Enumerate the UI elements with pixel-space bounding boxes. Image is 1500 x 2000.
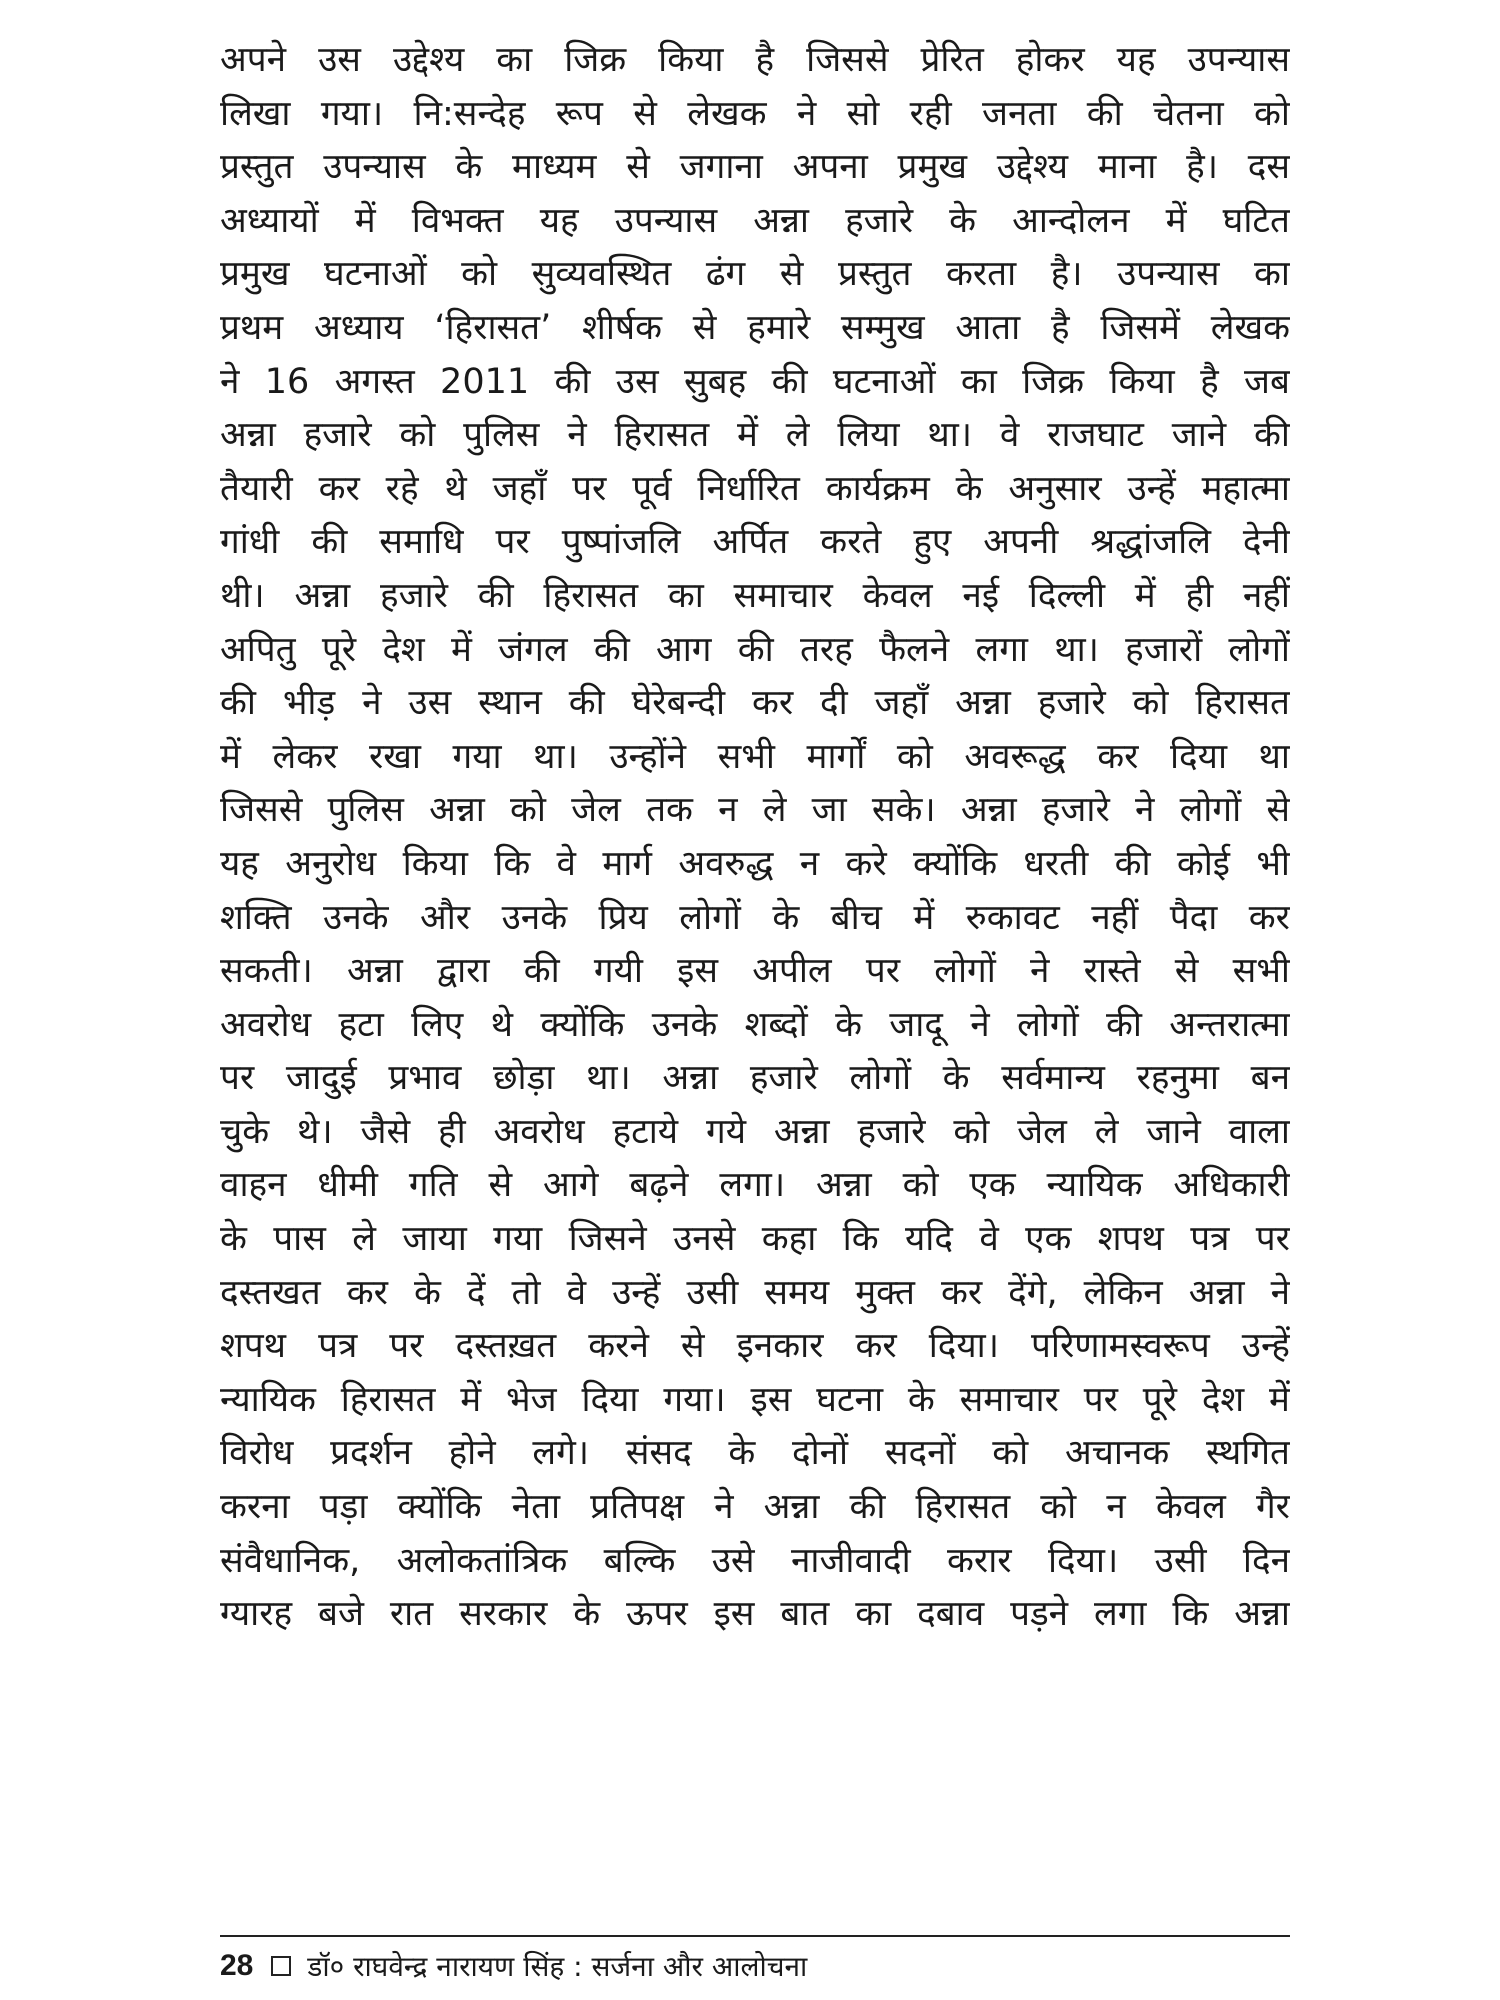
body-line: प्रथम अध्याय ‘हिरासत’ शीर्षक से हमारे सम्मुख आता है जिसमें लेखक [220,307,1290,348]
body-line: अवरोध हटा लिए थे क्योंकि उनके शब्दों के जादू ने लोगों की अन्तरात्मा [220,1004,1290,1045]
body-line: पर जादुई प्रभाव छोड़ा था। अन्ना हजारे लोगों के सर्वमान्य रहनुमा बन [220,1058,1290,1099]
body-line: संवैधानिक, अलोकतांत्रिक बल्कि उसे नाजीवादी करार दिया। उसी दिन [220,1540,1290,1581]
body-line: शपथ पत्र पर दस्तख़त करने से इनकार कर दिया। परिणामस्वरूप उन्हें [220,1326,1290,1367]
body-line: ग्यारह बजे रात सरकार के ऊपर इस बात का दबाव पड़ने लगा कि अन्ना [220,1594,1290,1635]
body-line: अपने उस उद्देश्य का जिक्र किया है जिससे प्रेरित होकर यह उपन्यास [220,40,1290,80]
body-line: विरोध प्रदर्शन होने लगे। संसद के दोनों सदनों को अचानक स्थगित [220,1433,1290,1474]
body-line: प्रस्तुत उपन्यास के माध्यम से जगाना अपना प्रमुख उद्देश्य माना है। दस [220,147,1290,188]
body-line: शक्ति उनके और उनके प्रिय लोगों के बीच में रुकावट नहीं पैदा कर [220,897,1290,938]
body-line: गांधी की समाधि पर पुष्पांजलि अर्पित करते हुए अपनी श्रद्धांजलि देनी [220,522,1290,563]
body-line: की भीड़ ने उस स्थान की घेरेबन्दी कर दी जहाँ अन्ना हजारे को हिरासत [220,683,1290,724]
page-number: 28 [220,1949,254,1982]
running-title: डॉ० राघवेन्द्र नारायण सिंह : सर्जना और आलोचना [307,1950,808,1983]
body-line: जिससे पुलिस अन्ना को जेल तक न ले जा सके। अन्ना हजारे ने लोगों से [220,790,1290,831]
body-line: सकती। अन्ना द्वारा की गयी इस अपील पर लोगों ने रास्ते से सभी [220,951,1290,992]
body-line: प्रमुख घटनाओं को सुव्यवस्थित ढंग से प्रस्तुत करता है। उपन्यास का [220,254,1290,295]
footer-divider [220,1935,1290,1937]
body-text [220,34,1290,1642]
body-line: अध्यायों में विभक्त यह उपन्यास अन्ना हजारे के आन्दोलन में घटित [220,200,1290,241]
body-line: यह अनुरोध किया कि वे मार्ग अवरुद्ध न करे क्योंकि धरती की कोई भी [220,843,1290,884]
body-line: तैयारी कर रहे थे जहाँ पर पूर्व निर्धारित कार्यक्रम के अनुसार उन्हें महात्मा [220,468,1290,509]
body-line: दस्तखत कर के दें तो वे उन्हें उसी समय मुक्त कर देंगे, लेकिन अन्ना ने [220,1272,1290,1313]
page-footer [220,1944,807,1988]
body-line: के पास ले जाया गया जिसने उनसे कहा कि यदि वे एक शपथ पत्र पर [220,1219,1290,1260]
body-line: में लेकर रखा गया था। उन्होंने सभी मार्गों को अवरूद्ध कर दिया था [220,736,1290,777]
body-line: थी। अन्ना हजारे की हिरासत का समाचार केवल नई दिल्ली में ही नहीं [220,575,1290,616]
body-line: न्यायिक हिरासत में भेज दिया गया। इस घटना के समाचार पर पूरे देश में [220,1379,1290,1420]
body-line: चुके थे। जैसे ही अवरोध हटाये गये अन्ना हजारे को जेल ले जाने वाला [220,1111,1290,1152]
body-line: करना पड़ा क्योंकि नेता प्रतिपक्ष ने अन्ना की हिरासत को न केवल गैर [220,1487,1290,1528]
body-line: ने 16 अगस्त 2011 की उस सुबह की घटनाओं का जिक्र किया है जब [220,361,1290,402]
square-box-icon [271,1956,291,1976]
body-line: लिखा गया। नि:सन्देह रूप से लेखक ने सो रही जनता की चेतना को [220,93,1290,134]
body-line: अन्ना हजारे को पुलिस ने हिरासत में ले लिया था। वे राजघाट जाने की [220,415,1290,456]
body-line: वाहन धीमी गति से आगे बढ़ने लगा। अन्ना को एक न्यायिक अधिकारी [220,1165,1290,1206]
body-line: अपितु पूरे देश में जंगल की आग की तरह फैलने लगा था। हजारों लोगों [220,629,1290,670]
